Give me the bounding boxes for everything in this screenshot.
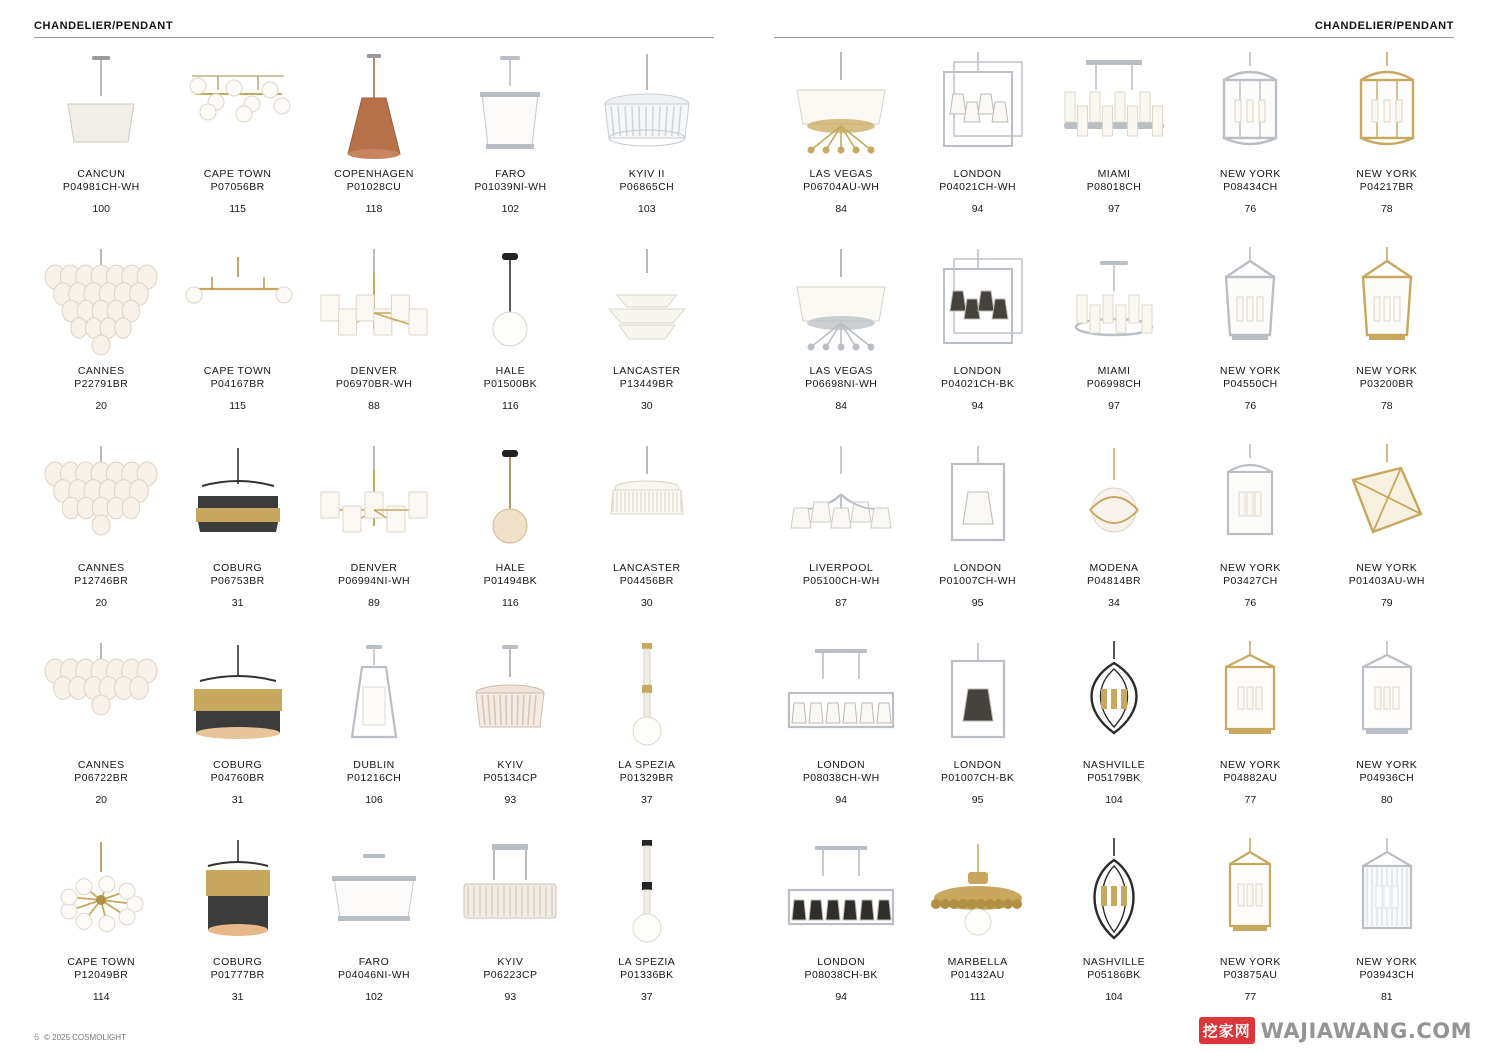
product-page-number: 116	[502, 400, 519, 412]
product-code: P01216CH	[346, 772, 402, 784]
product-name: CAPE TOWN	[67, 956, 136, 968]
product-page-number: 118	[365, 203, 383, 215]
product-name: LONDON	[817, 759, 866, 771]
product-name: KYIV	[497, 956, 524, 968]
product-cell[interactable]	[443, 633, 577, 830]
product-name: COPENHAGEN	[334, 168, 414, 180]
product-name: NEW YORK	[1219, 956, 1281, 968]
product-page-number: 37	[640, 794, 653, 806]
product-code: P06998CH	[1086, 378, 1142, 390]
product-page-number: 30	[640, 597, 653, 609]
product-code: P08038CH-BK	[804, 969, 878, 981]
product-name: LA SPEZIA	[618, 956, 676, 968]
product-cell[interactable]	[170, 830, 304, 1027]
product-image	[172, 243, 304, 363]
product-code: P22791BR	[74, 378, 129, 390]
product-code: P01329BR	[619, 772, 674, 784]
product-page-number: 20	[95, 597, 108, 609]
product-code: P01039NI-WH	[474, 181, 547, 193]
product-name: LA SPEZIA	[618, 759, 676, 771]
product-page-number: 116	[502, 597, 519, 609]
product-image	[35, 243, 167, 363]
product-page-number: 31	[231, 991, 244, 1003]
product-cell[interactable]	[580, 633, 714, 830]
product-page-number: 94	[835, 794, 848, 806]
product-code: P08018CH	[1086, 181, 1142, 193]
product-name: CAPE TOWN	[203, 168, 272, 180]
product-cell[interactable]	[580, 239, 714, 436]
product-image	[1321, 834, 1453, 954]
product-cell[interactable]	[170, 239, 304, 436]
product-name: COBURG	[213, 562, 263, 574]
product-cell[interactable]	[1320, 239, 1454, 436]
product-code: P05134CP	[483, 772, 538, 784]
product-page-number: 94	[835, 991, 848, 1003]
product-name: NEW YORK	[1356, 562, 1418, 574]
product-code: P04167BR	[210, 378, 265, 390]
product-code: P06722BR	[74, 772, 129, 784]
right-product-grid	[774, 42, 1454, 1027]
product-image	[1048, 834, 1180, 954]
product-page-number: 104	[1105, 991, 1123, 1003]
product-page-number: 77	[1244, 991, 1257, 1003]
product-image	[308, 243, 440, 363]
product-page-number: 20	[95, 400, 108, 412]
product-cell[interactable]	[774, 436, 908, 633]
product-name: MIAMI	[1097, 365, 1131, 377]
product-page-number: 114	[92, 991, 110, 1003]
product-image	[775, 46, 907, 166]
product-code: P05179BK	[1087, 772, 1141, 784]
product-image	[1048, 440, 1180, 560]
right-page	[744, 0, 1488, 1052]
product-code: P04936CH	[1359, 772, 1415, 784]
product-cell[interactable]	[910, 830, 1044, 1027]
page-footer	[34, 1032, 126, 1042]
product-cell[interactable]	[774, 42, 908, 239]
product-name: NEW YORK	[1219, 562, 1281, 574]
product-code: P04882AU	[1223, 772, 1278, 784]
product-code: P06223CP	[483, 969, 538, 981]
product-page-number: 104	[1105, 794, 1123, 806]
product-code: P06704AU-WH	[803, 181, 880, 193]
product-cell[interactable]	[1047, 42, 1181, 239]
product-cell[interactable]	[580, 830, 714, 1027]
product-page-number: 93	[504, 794, 517, 806]
product-cell[interactable]	[1183, 830, 1317, 1027]
watermark	[1199, 1017, 1472, 1044]
product-name: NEW YORK	[1356, 168, 1418, 180]
product-cell[interactable]	[774, 239, 908, 436]
product-cell[interactable]	[170, 633, 304, 830]
product-cell[interactable]	[307, 633, 441, 830]
product-name: KYIV II	[628, 168, 665, 180]
product-cell[interactable]	[443, 436, 577, 633]
product-page-number: 78	[1380, 400, 1393, 412]
product-code: P01500BK	[483, 378, 538, 390]
product-name: DENVER	[350, 365, 398, 377]
product-page-number: 102	[365, 991, 383, 1003]
product-name: LONDON	[953, 168, 1002, 180]
product-page-number: 100	[92, 203, 110, 215]
product-image	[444, 440, 576, 560]
product-page-number: 103	[638, 203, 656, 215]
product-page-number: 77	[1244, 794, 1257, 806]
product-page-number: 76	[1244, 400, 1257, 412]
product-cell[interactable]	[774, 633, 908, 830]
product-name: LANCASTER	[613, 562, 681, 574]
product-image	[581, 46, 713, 166]
footer-page-number: 6	[34, 1032, 40, 1042]
product-page-number: 88	[368, 400, 380, 412]
product-image	[444, 834, 576, 954]
product-code: P01432AU	[950, 969, 1005, 981]
product-page-number: 115	[229, 203, 246, 215]
product-code: P04456BR	[619, 575, 674, 587]
product-code: P07056BR	[210, 181, 265, 193]
product-page-number: 79	[1380, 597, 1393, 609]
product-code: P03943CH	[1359, 969, 1415, 981]
product-cell[interactable]	[1047, 633, 1181, 830]
product-name: HALE	[495, 562, 526, 574]
product-code: P08038CH-WH	[802, 772, 880, 784]
product-image	[1184, 637, 1316, 757]
product-image	[1321, 243, 1453, 363]
product-code: P05100CH-WH	[802, 575, 880, 587]
product-image	[308, 440, 440, 560]
product-code: P04981CH-WH	[62, 181, 140, 193]
product-code: P13449BR	[619, 378, 674, 390]
product-page-number: 95	[971, 794, 984, 806]
product-cell[interactable]	[1183, 436, 1317, 633]
product-image	[1184, 834, 1316, 954]
product-code: P08434CH	[1223, 181, 1278, 193]
product-image	[1184, 46, 1316, 166]
product-page-number: 111	[969, 991, 986, 1003]
product-name: FARO	[358, 956, 390, 968]
product-code: P03200BR	[1359, 378, 1414, 390]
footer-copyright: © 2025 COSMOLIGHT	[44, 1032, 126, 1042]
watermark-text: WAJIAWANG.COM	[1260, 1018, 1472, 1043]
product-image	[1321, 637, 1453, 757]
product-page-number: 31	[231, 794, 244, 806]
left-product-grid	[34, 42, 714, 1027]
watermark-badge: 挖家网	[1199, 1017, 1255, 1044]
product-image	[581, 243, 713, 363]
product-code: P03427CH	[1223, 575, 1278, 587]
product-name: COBURG	[213, 759, 263, 771]
product-code: P04760BR	[210, 772, 265, 784]
product-code: P06970BR-WH	[335, 378, 413, 390]
product-name: LONDON	[953, 365, 1002, 377]
product-cell[interactable]	[774, 830, 908, 1027]
product-code: P12049BR	[74, 969, 129, 981]
product-page-number: 81	[1380, 991, 1393, 1003]
product-name: LONDON	[817, 956, 866, 968]
product-image	[35, 834, 167, 954]
product-cell[interactable]	[1047, 239, 1181, 436]
product-cell[interactable]	[1183, 42, 1317, 239]
product-name: KYIV	[497, 759, 524, 771]
product-cell[interactable]	[443, 830, 577, 1027]
product-image	[912, 243, 1044, 363]
product-cell[interactable]	[580, 436, 714, 633]
product-name: LONDON	[953, 759, 1002, 771]
product-image	[35, 46, 167, 166]
product-code: P06753BR	[210, 575, 265, 587]
product-code: P04550CH	[1223, 378, 1278, 390]
product-page-number: 87	[835, 597, 848, 609]
product-name: MODENA	[1089, 562, 1139, 574]
product-page-number: 106	[365, 794, 383, 806]
product-cell[interactable]	[1047, 436, 1181, 633]
product-image	[775, 637, 907, 757]
product-name: NEW YORK	[1356, 956, 1418, 968]
product-cell[interactable]	[1047, 830, 1181, 1027]
product-image	[912, 46, 1044, 166]
product-name: NASHVILLE	[1082, 759, 1146, 771]
product-image	[172, 834, 304, 954]
product-image	[308, 46, 440, 166]
product-page-number: 78	[1380, 203, 1393, 215]
product-name: LIVERPOOL	[809, 562, 874, 574]
product-cell[interactable]	[910, 436, 1044, 633]
product-image	[172, 637, 304, 757]
product-name: NEW YORK	[1219, 759, 1281, 771]
product-image	[172, 440, 304, 560]
product-image	[775, 243, 907, 363]
product-name: NEW YORK	[1219, 365, 1281, 377]
product-code: P06994NI-WH	[337, 575, 411, 587]
product-name: MARBELLA	[947, 956, 1008, 968]
product-cell[interactable]	[1320, 42, 1454, 239]
product-cell[interactable]	[1320, 633, 1454, 830]
product-name: DENVER	[350, 562, 398, 574]
product-page-number: 20	[95, 794, 108, 806]
product-cell[interactable]	[910, 633, 1044, 830]
product-cell[interactable]	[910, 42, 1044, 239]
product-image	[35, 637, 167, 757]
product-cell[interactable]	[580, 42, 714, 239]
product-image	[581, 440, 713, 560]
product-page-number: 84	[835, 400, 848, 412]
right-page-header: CHANDELIER/PENDANT	[774, 20, 1454, 38]
product-page-number: 30	[640, 400, 653, 412]
product-page-number: 37	[640, 991, 653, 1003]
product-cell[interactable]	[307, 436, 441, 633]
product-name: DUBLIN	[353, 759, 395, 771]
product-image	[1048, 243, 1180, 363]
product-name: CANCUN	[77, 168, 126, 180]
product-page-number: 97	[1108, 400, 1120, 412]
product-code: P04814BR	[1086, 575, 1141, 587]
product-name: CANNES	[77, 759, 125, 771]
product-name: COBURG	[213, 956, 263, 968]
product-code: P03875AU	[1223, 969, 1278, 981]
product-code: P01336BK	[620, 969, 674, 981]
product-name: NEW YORK	[1356, 759, 1418, 771]
product-image	[581, 637, 713, 757]
product-page-number: 34	[1108, 597, 1120, 609]
product-cell[interactable]	[34, 436, 168, 633]
product-page-number: 115	[229, 400, 246, 412]
product-cell[interactable]	[1183, 633, 1317, 830]
product-code: P06698NI-WH	[805, 378, 878, 390]
product-page-number: 94	[971, 203, 984, 215]
product-image	[1048, 637, 1180, 757]
product-cell[interactable]	[1183, 239, 1317, 436]
product-code: P05186BK	[1087, 969, 1141, 981]
product-image	[1048, 46, 1180, 166]
product-image	[308, 637, 440, 757]
product-page-number: 89	[368, 597, 380, 609]
product-page-number: 84	[835, 203, 848, 215]
product-image	[444, 637, 576, 757]
product-code: P04021CH-BK	[940, 378, 1015, 390]
product-image	[1184, 440, 1316, 560]
product-name: MIAMI	[1097, 168, 1131, 180]
product-cell[interactable]	[307, 830, 441, 1027]
left-page-header: CHANDELIER/PENDANT	[34, 20, 714, 38]
product-name: HALE	[495, 365, 526, 377]
product-image	[775, 440, 907, 560]
product-image	[444, 46, 576, 166]
product-image	[912, 834, 1044, 954]
product-name: NASHVILLE	[1082, 956, 1146, 968]
product-page-number: 80	[1380, 794, 1393, 806]
product-cell[interactable]	[170, 42, 304, 239]
product-page-number: 94	[971, 400, 984, 412]
product-cell[interactable]	[34, 42, 168, 239]
product-name: LANCASTER	[613, 365, 681, 377]
product-image	[912, 637, 1044, 757]
product-image	[308, 834, 440, 954]
product-cell[interactable]	[1320, 830, 1454, 1027]
product-code: P01494BK	[483, 575, 538, 587]
product-code: P01403AU-WH	[1348, 575, 1425, 587]
product-name: CAPE TOWN	[203, 365, 272, 377]
product-image	[912, 440, 1044, 560]
product-cell[interactable]	[307, 239, 441, 436]
product-code: P12746BR	[74, 575, 129, 587]
product-code: P01777BR	[210, 969, 265, 981]
product-name: LONDON	[953, 562, 1002, 574]
product-name: NEW YORK	[1356, 365, 1418, 377]
product-name: FARO	[495, 168, 526, 180]
product-code: P01007CH-WH	[939, 575, 1016, 587]
product-name: CANNES	[77, 562, 125, 574]
product-image	[172, 46, 304, 166]
product-code: P04046NI-WH	[337, 969, 411, 981]
product-cell[interactable]	[34, 239, 168, 436]
product-page-number: 93	[504, 991, 517, 1003]
product-code: P06865CH	[619, 181, 675, 193]
product-name: NEW YORK	[1219, 168, 1281, 180]
product-code: P01007CH-BK	[940, 772, 1015, 784]
product-image	[1321, 46, 1453, 166]
product-page-number: 31	[231, 597, 244, 609]
product-code: P04217BR	[1359, 181, 1414, 193]
product-image	[1321, 440, 1453, 560]
product-page-number: 76	[1244, 203, 1257, 215]
product-image	[35, 440, 167, 560]
product-cell[interactable]	[170, 436, 304, 633]
product-cell[interactable]	[307, 42, 441, 239]
product-cell[interactable]	[443, 239, 577, 436]
product-page-number: 102	[501, 203, 520, 215]
product-code: P04021CH-WH	[939, 181, 1016, 193]
product-cell[interactable]	[443, 42, 577, 239]
product-name: LAS VEGAS	[809, 168, 873, 180]
product-page-number: 97	[1108, 203, 1120, 215]
product-page-number: 76	[1244, 597, 1257, 609]
product-code: P01028CU	[346, 181, 402, 193]
product-image	[581, 834, 713, 954]
product-name: LAS VEGAS	[809, 365, 873, 377]
product-cell[interactable]	[1320, 436, 1454, 633]
product-cell[interactable]	[34, 633, 168, 830]
product-page-number: 95	[971, 597, 984, 609]
product-image	[444, 243, 576, 363]
product-image	[775, 834, 907, 954]
product-cell[interactable]	[910, 239, 1044, 436]
product-image	[1184, 243, 1316, 363]
product-name: CANNES	[77, 365, 125, 377]
product-cell[interactable]	[34, 830, 168, 1027]
